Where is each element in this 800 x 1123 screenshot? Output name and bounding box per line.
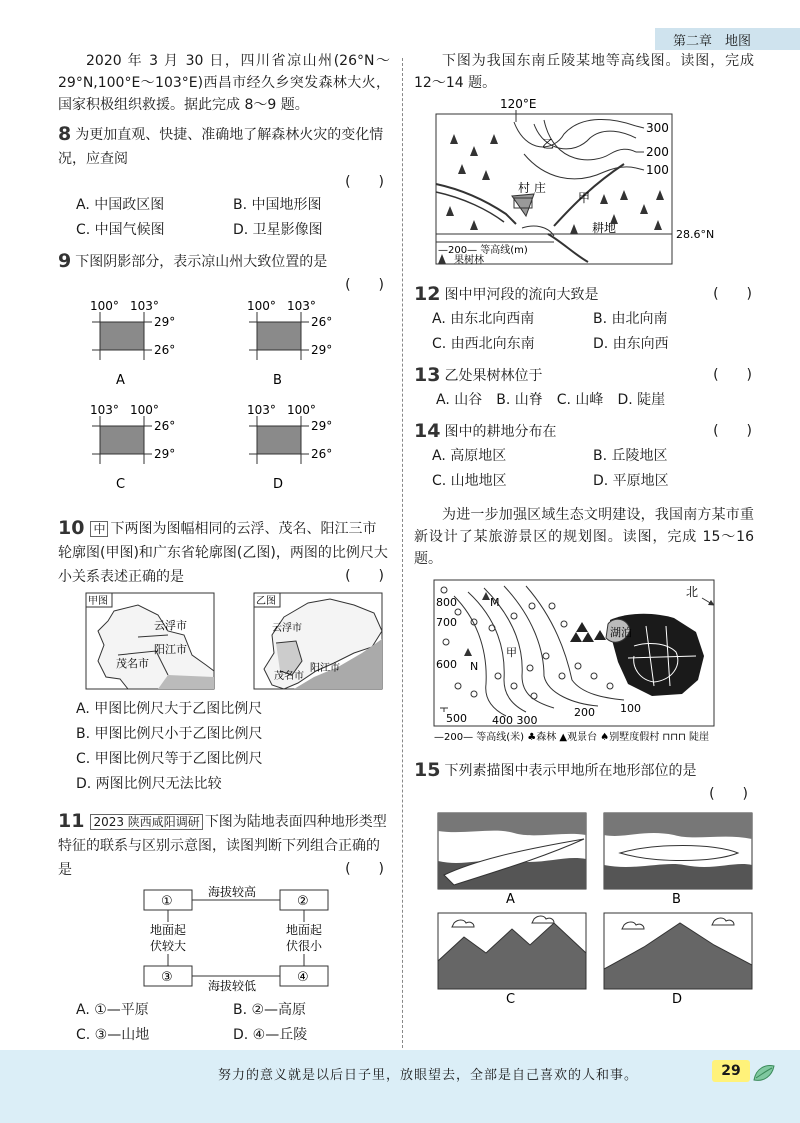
question-stem: 为更加直观、快捷、准确地了解森林火灾的变化情况，应查阅 — [58, 127, 384, 167]
option-d[interactable]: D. 两图比例尺无法比较 — [76, 776, 222, 792]
question-9 — [58, 249, 390, 274]
map-option-d[interactable] — [247, 403, 332, 492]
label-left-2: 伏较大 — [150, 939, 187, 953]
lat-bottom-label: 29° — [154, 447, 176, 461]
question-11 — [58, 809, 390, 882]
node-2: ② — [297, 894, 309, 909]
lat-top-label: 26° — [154, 419, 176, 433]
question-stem: 图中甲河段的流向大致是 — [444, 287, 599, 303]
sketch-letter: B — [672, 892, 681, 907]
question-stem: 下图为陆地表面四种地形类型特征的联系与区别示意图，读图判断下列组合正确的是 — [58, 814, 387, 878]
scenic-legend: —200— 等高线(米) ♣森林 ▲观景台 ♠别墅度假村 ⊓⊓⊓ 陡崖 — [434, 732, 709, 743]
option-letter: A — [116, 373, 125, 388]
north-label: 北 — [686, 585, 699, 599]
label-maoming: 茂名市 — [116, 657, 149, 670]
question-number: 14 — [414, 420, 441, 442]
location-yi: 乙 — [542, 137, 555, 151]
contour-500: 500 — [446, 712, 467, 725]
landform-relation-diagram — [58, 884, 390, 994]
column-divider — [402, 58, 403, 1048]
contour-800: 800 — [436, 596, 457, 609]
latlon-choice-maps — [58, 296, 390, 506]
intro-12-14: 下图为我国东南丘陵某地等高线图。读图，完成 12～14 题。 — [414, 53, 754, 91]
option-a[interactable]: A. 中国政区图 — [76, 197, 165, 213]
question-14 — [414, 419, 754, 444]
location-jia: 甲 — [578, 191, 591, 205]
answer-paren: ( ) — [709, 786, 748, 802]
lat-top-label: 26° — [311, 315, 333, 329]
node-4: ④ — [297, 970, 309, 985]
lon-left-label: 103° — [90, 403, 119, 417]
difficulty-tag: 中 — [90, 521, 108, 537]
footer-motto: 努力的意义就是以后日子里，放眼望去，全部是自己喜欢的人和事。 — [218, 1068, 639, 1083]
question-15 — [414, 758, 754, 783]
question-number: 15 — [414, 759, 441, 781]
options-11 — [58, 998, 390, 1048]
longitude-label: 120°E — [500, 97, 537, 111]
question-number: 8 — [58, 123, 72, 145]
label-right-1: 地面起 — [286, 923, 323, 937]
point-m: M — [490, 596, 500, 609]
map-option-c[interactable] — [90, 403, 175, 492]
option-a[interactable]: A. 山谷 — [436, 392, 483, 408]
option-b[interactable]: B. 甲图比例尺小于乙图比例尺 — [76, 726, 263, 742]
question-stem: 乙处果树林位于 — [444, 368, 543, 384]
contour-200-label: 200 — [646, 145, 669, 159]
sketch-letter: D — [672, 992, 683, 1005]
question-stem: 下图阴影部分，表示凉山州大致位置的是 — [75, 254, 328, 270]
option-c[interactable]: C. 山峰 — [556, 392, 604, 408]
question-10 — [58, 516, 390, 589]
label-yunfu: 云浮市 — [272, 623, 302, 634]
sketch-b[interactable] — [604, 813, 752, 907]
left-column — [58, 50, 390, 1048]
village-label: 村 庄 — [518, 181, 546, 195]
options-13 — [414, 388, 754, 413]
contour-200: 200 — [574, 706, 595, 719]
option-a[interactable]: A. ①—平原 — [76, 1002, 149, 1018]
map-yi — [254, 593, 382, 689]
answer-paren: ( ) — [713, 286, 752, 302]
answer-paren: ( ) — [345, 861, 384, 877]
question-number: 12 — [414, 283, 441, 305]
option-b[interactable]: B. 中国地形图 — [233, 197, 322, 213]
option-c[interactable]: C. 山地地区 — [432, 473, 507, 489]
contour-700: 700 — [436, 616, 457, 629]
question-stem: 图中的耕地分布在 — [444, 424, 557, 440]
option-a[interactable]: A. 甲图比例尺大于乙图比例尺 — [76, 701, 263, 717]
lake-label: 湖泊 — [610, 626, 632, 639]
options-8 — [58, 193, 390, 243]
answer-paren: ( ) — [345, 174, 384, 190]
label-yangjiang: 阳江市 — [310, 663, 340, 674]
option-d[interactable]: D. ④—丘陵 — [233, 1027, 308, 1043]
lon-right-label: 100° — [287, 403, 316, 417]
answer-paren: ( ) — [713, 367, 752, 383]
latitude-label: 28.6°N — [676, 228, 715, 241]
option-d[interactable]: D. 由东向西 — [593, 336, 669, 352]
option-c[interactable]: C. 中国气候图 — [76, 222, 165, 238]
legend-contour: —200— 等高线(m) — [438, 245, 528, 256]
label-left-1: 地面起 — [150, 923, 187, 937]
label-maoming: 茂名市 — [274, 671, 304, 682]
options-10 — [58, 697, 390, 797]
question-number: 13 — [414, 364, 441, 386]
contour-map-southeast-hills — [414, 94, 754, 272]
page-number: 29 — [712, 1060, 750, 1082]
answer-paren: ( ) — [345, 568, 384, 584]
option-c[interactable]: C. 甲图比例尺等于乙图比例尺 — [76, 751, 263, 767]
question-12 — [414, 282, 754, 307]
sketch-c[interactable] — [438, 913, 586, 1005]
question-stem: 下列素描图中表示甲地所在地形部位的是 — [444, 763, 697, 779]
lat-top-label: 29° — [154, 315, 176, 329]
node-1: ① — [161, 894, 173, 909]
node-3: ③ — [161, 970, 173, 985]
contour-100-label: 100 — [646, 163, 669, 177]
question-number: 11 — [58, 810, 85, 832]
question-13 — [414, 363, 754, 388]
lon-right-label: 103° — [130, 299, 159, 313]
label-yangjiang: 阳江市 — [154, 643, 187, 656]
option-b[interactable]: B. 丘陵地区 — [593, 448, 668, 464]
contour-600: 600 — [436, 658, 457, 671]
lon-right-label: 103° — [287, 299, 316, 313]
lat-bottom-label: 26° — [311, 447, 333, 461]
right-column — [414, 50, 754, 1009]
option-b[interactable]: B. ②—高原 — [233, 1002, 307, 1018]
map-option-a[interactable] — [90, 299, 175, 388]
map-option-b[interactable] — [247, 299, 332, 388]
lon-left-label: 103° — [247, 403, 276, 417]
question-number: 9 — [58, 250, 72, 272]
option-letter: B — [273, 373, 282, 388]
page-footer — [0, 1050, 800, 1123]
lat-bottom-label: 26° — [154, 343, 176, 357]
landform-sketches — [414, 805, 754, 1005]
option-letter: C — [116, 477, 126, 492]
option-letter: D — [273, 477, 284, 492]
label-bottom: 海拔较低 — [208, 979, 257, 993]
intro-8-9: 2020 年 3 月 30 日，四川省凉山州(26°N～29°N,100°E～103°E)西昌市经久乡突发森林大火，国家积极组织救援。据此完成 8～9 题。 — [58, 53, 390, 113]
legend-orchard: 果树林 — [454, 255, 484, 266]
leaf-icon — [752, 1062, 776, 1084]
label-top: 海拔较高 — [208, 885, 257, 899]
map-title: 甲图 — [88, 596, 108, 607]
option-a[interactable]: A. 由东北向西南 — [432, 311, 535, 327]
lon-right-label: 100° — [130, 403, 159, 417]
contour-400-300: 400 300 — [492, 714, 538, 727]
guangdong-outline-maps — [58, 591, 390, 693]
chapter-header — [655, 28, 800, 50]
label-right-2: 伏很小 — [286, 939, 323, 953]
source-tag: 2023 陕西咸阳调研 — [90, 814, 202, 830]
answer-paren: ( ) — [345, 277, 384, 293]
lon-left-label: 100° — [247, 299, 276, 313]
answer-paren: ( ) — [713, 423, 752, 439]
sketch-letter: A — [506, 892, 515, 907]
option-d[interactable]: D. 卫星影像图 — [233, 222, 323, 238]
lat-top-label: 29° — [311, 419, 333, 433]
options-12 — [414, 307, 754, 357]
map-jia — [86, 593, 214, 689]
sketch-letter: C — [506, 992, 516, 1005]
option-d[interactable]: D. 平原地区 — [593, 473, 669, 489]
point-jia: 甲 — [506, 646, 517, 659]
option-b[interactable]: B. 山脊 — [496, 392, 543, 408]
contour-300-label: 300 — [646, 121, 669, 135]
map-title: 乙图 — [256, 596, 276, 607]
option-c[interactable]: C. ③—山地 — [76, 1027, 150, 1043]
lon-left-label: 100° — [90, 299, 119, 313]
question-8 — [58, 122, 390, 171]
question-number: 10 — [58, 517, 85, 539]
option-a[interactable]: A. 高原地区 — [432, 448, 507, 464]
farmland-label: 耕地 — [592, 221, 617, 235]
intro-15-16: 为进一步加强区域生态文明建设，我国南方某市重新设计了某旅游景区的规划图。读图，完成 15～16 题。 — [414, 507, 754, 567]
label-yunfu: 云浮市 — [154, 619, 187, 632]
options-14 — [414, 444, 754, 494]
option-c[interactable]: C. 由西北向东南 — [432, 336, 535, 352]
point-n: N — [470, 660, 479, 673]
chapter-title: 第二章 地图 — [673, 33, 752, 49]
contour-100: 100 — [620, 702, 641, 715]
lat-bottom-label: 29° — [311, 343, 333, 357]
option-d[interactable]: D. 陡崖 — [617, 392, 666, 408]
sketch-a[interactable] — [438, 813, 586, 907]
option-b[interactable]: B. 由北向南 — [593, 311, 668, 327]
question-stem: 下两图为图幅相同的云浮、茂名、阳江三市轮廓图(甲图)和广东省轮廓图(乙图)，两图的比例尺大小关系表述正确的是 — [58, 521, 388, 585]
scenic-area-plan-map — [414, 576, 754, 746]
sketch-d[interactable] — [604, 913, 752, 1005]
